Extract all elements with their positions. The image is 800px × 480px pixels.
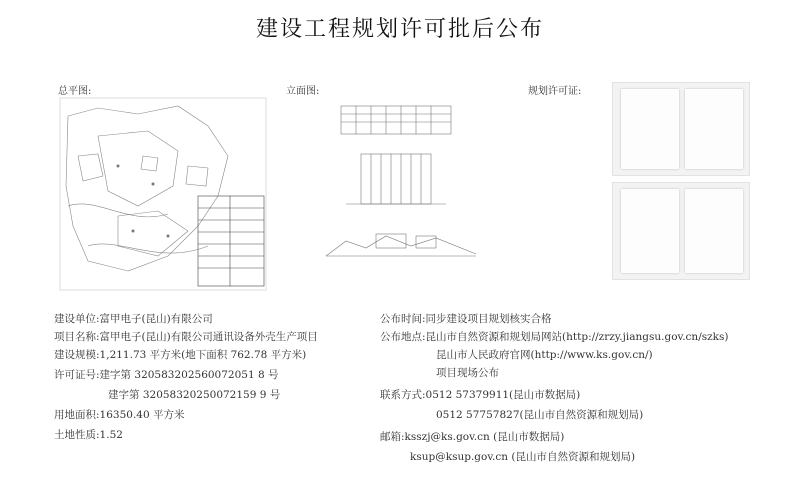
contact-phone-1: 0512 57379911(昆山市数据局): [425, 389, 581, 401]
email-value-2: ksup@ksup.gov.cn (昆山市自然资源和规划局): [410, 451, 636, 463]
contact-phone-2: 0512 57757827(昆山市自然资源和规划局): [436, 409, 644, 421]
scale-label: 建设规模:: [54, 349, 100, 361]
project-label: 项目名称:: [54, 331, 100, 343]
publish-place-value-1: 昆山市自然资源和规划局网站(http://zrzy.jiangsu.gov.cn/szks): [425, 331, 729, 343]
permit-label: 规划许可证:: [528, 86, 582, 97]
elevation-drawing: [316, 96, 486, 266]
site-plan-drawing: [58, 96, 268, 292]
publish-place-label: 公布地点:: [380, 331, 426, 343]
area-value: 16350.40 平方米: [99, 409, 185, 421]
email-value-1: ksszj@ks.gov.cn (昆山市数据局): [404, 431, 565, 443]
permit-photo-1: [612, 82, 750, 176]
page-title: 建设工程规划许可批后公布: [255, 17, 544, 42]
scale-value: 1,211.73 平方米(地下面积 762.78 平方米): [99, 349, 307, 361]
ratio-value: 1.52: [99, 429, 123, 441]
publish-place-value-2: 昆山市人民政府官网(http://www.ks.gov.cn/): [436, 349, 653, 361]
publish-place-value-3: 项目现场公布: [436, 367, 499, 379]
ratio-label: 土地性质:: [54, 429, 100, 441]
permit-number-label: 许可证号:: [54, 369, 100, 381]
unit-label: 建设单位:: [54, 313, 100, 325]
publish-time-value: 同步建设项目规划核实合格: [425, 313, 552, 325]
contact-label: 联系方式:: [380, 389, 426, 401]
project-value: 富甲电子(昆山)有限公司通讯设备外壳生产项目: [99, 331, 318, 343]
permit-number-2: 建字第 32058320250072159 9 号: [108, 389, 281, 401]
email-label: 邮箱:: [380, 431, 405, 443]
permit-photo-2: [612, 182, 750, 280]
site-plan-label: 总平图:: [58, 86, 92, 97]
publish-time-label: 公布时间:: [380, 313, 426, 325]
permit-number-1: 建字第 320583202560072051 8 号: [99, 369, 279, 381]
area-label: 用地面积:: [54, 409, 100, 421]
elevation-label: 立面图:: [286, 86, 320, 97]
unit-value: 富甲电子(昆山)有限公司: [99, 313, 213, 325]
